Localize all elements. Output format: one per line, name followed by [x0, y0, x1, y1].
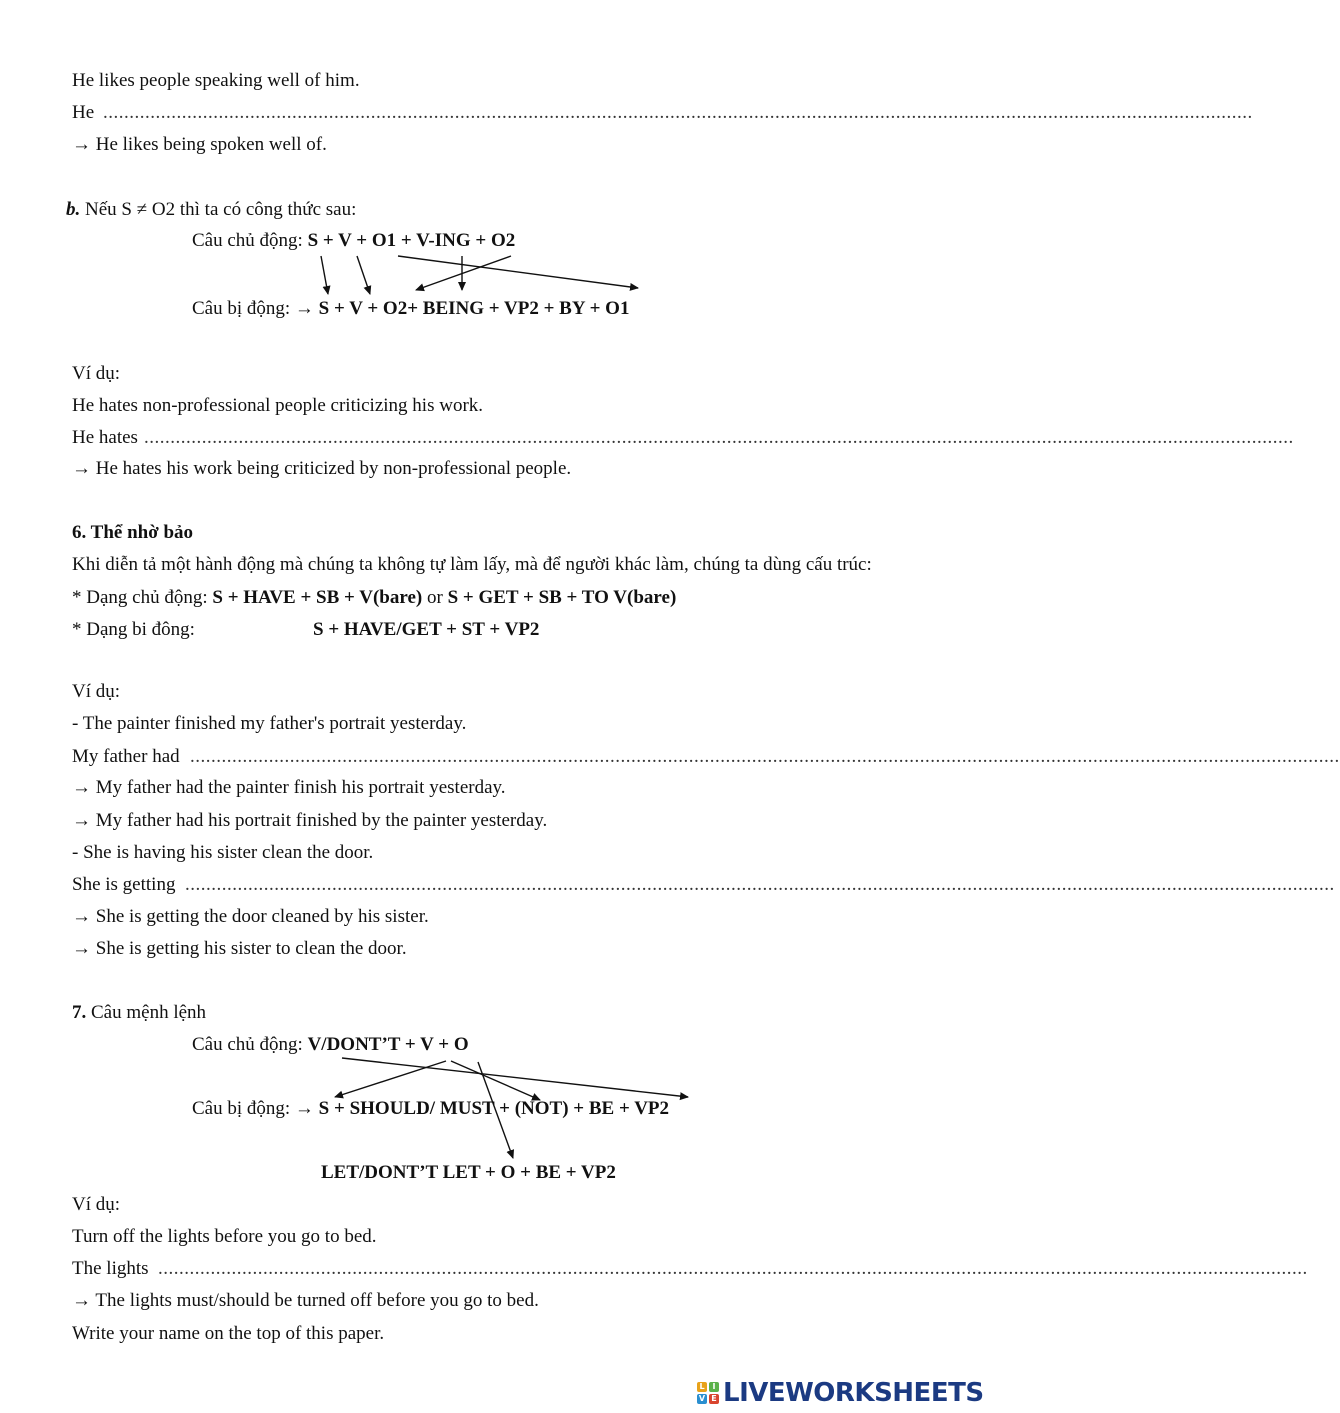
- example-sentence: - She is having his sister clean the door.: [72, 842, 374, 863]
- section-6-intro: Khi diễn tả một hành động mà chúng ta không tự làm lấy, mà để người khác làm, chúng ta dùng cấu trúc:: [72, 554, 872, 575]
- active-label: Câu chủ động:: [192, 1034, 308, 1055]
- active-form-label: * Dạng chủ động:: [72, 587, 213, 608]
- answer-text: → He likes being spoken well of.: [72, 134, 327, 155]
- logo-badge-letter: E: [709, 1394, 719, 1404]
- passive-form-formula: S + HAVE/GET + ST + VP2: [313, 619, 540, 640]
- active-formula: V/DONT’T + V + O: [307, 1034, 469, 1055]
- logo-badge-letter: I: [709, 1382, 719, 1392]
- answer-line: [72, 745, 180, 769]
- passive-label: Câu bị động: →: [192, 1098, 319, 1119]
- answer-text: → My father had his portrait finished by the painter yesterday.: [72, 810, 548, 831]
- answer-text: → My father had the painter finish his portrait yesterday.: [72, 777, 506, 798]
- passive-form-label: * Dạng bi đông:: [72, 619, 195, 640]
- answer-prefix: He hates: [72, 427, 138, 448]
- answer-text: → She is getting the door cleaned by his sister.: [72, 906, 429, 927]
- passive-label: Câu bị động: →: [192, 298, 319, 319]
- arrow: [321, 256, 328, 294]
- answer-prefix: My father had: [72, 746, 180, 767]
- section-7-label: Câu mệnh lệnh: [86, 1002, 207, 1023]
- active-form-formula-2: S + GET + SB + TO V(bare): [447, 587, 677, 608]
- answer-line: [72, 873, 175, 897]
- rule-letter: b.: [66, 199, 81, 220]
- logo-badge-letter: L: [697, 1382, 707, 1392]
- arrow: [335, 1061, 446, 1097]
- active-formula: S + V + O1 + V-ING + O2: [307, 230, 516, 251]
- example-heading: Ví dụ:: [72, 681, 121, 702]
- active-label: Câu chủ động:: [192, 230, 308, 251]
- answer-text: → The lights must/should be turned off before you go to bed.: [72, 1290, 539, 1311]
- arrow: [451, 1061, 540, 1100]
- passive-formula: S + V + O2+ BEING + VP2 + BY + O1: [318, 298, 630, 319]
- or-text: or: [422, 587, 448, 608]
- active-form-formula-1: S + HAVE + SB + V(bare): [212, 587, 423, 608]
- arrow: [357, 256, 370, 294]
- passive-formula-line: [192, 1097, 669, 1121]
- section-7-title: [72, 1001, 206, 1025]
- example-sentence: He hates non-professional people criticizing his work.: [72, 395, 484, 416]
- example-sentence: Turn off the lights before you go to bed.: [72, 1226, 377, 1247]
- active-form-line: [72, 586, 676, 610]
- passive-formula: S + SHOULD/ MUST + (NOT) + BE + VP2: [318, 1098, 670, 1119]
- example-sentence: Write your name on the top of this paper.: [72, 1323, 385, 1344]
- example-sentence: - The painter finished my father's portrait yesterday.: [72, 713, 467, 734]
- answer-prefix: He: [72, 102, 95, 123]
- answer-blank[interactable]: ...........................................................................................................................................................................................................................: [144, 427, 1294, 448]
- logo-badge: [697, 1382, 719, 1404]
- arrow: [342, 1058, 688, 1097]
- passive-formula-line: [192, 297, 629, 321]
- example-heading: Ví dụ:: [72, 363, 121, 384]
- answer-text: → She is getting his sister to clean the door.: [72, 938, 407, 959]
- arrow: [416, 256, 511, 290]
- let-formula: LET/DONT’T LET + O + BE + VP2: [321, 1162, 616, 1183]
- logo-text: LIVEWORKSHEETS: [723, 1378, 984, 1408]
- rule-text: Nếu S ≠ O2 thì ta có công thức sau:: [80, 199, 357, 220]
- section-6-title: 6. Thể nhờ bảo: [72, 522, 194, 543]
- answer-blank[interactable]: ...........................................................................................................................................................................................................................: [158, 1258, 1308, 1279]
- active-formula-line: [192, 229, 515, 253]
- answer-prefix: The lights: [72, 1258, 149, 1279]
- liveworksheets-logo[interactable]: [697, 1377, 984, 1409]
- example-sentence: He likes people speaking well of him.: [72, 70, 360, 91]
- rule-heading: [66, 198, 356, 222]
- answer-prefix: She is getting: [72, 874, 176, 895]
- active-formula-line: [192, 1033, 469, 1057]
- answer-blank[interactable]: ...........................................................................................................................................................................................................................: [103, 102, 1253, 123]
- answer-blank[interactable]: ...........................................................................................................................................................................................................................: [190, 746, 1340, 767]
- answer-line: [72, 1257, 149, 1281]
- answer-text: → He hates his work being criticized by non-professional people.: [72, 458, 572, 479]
- example-heading: Ví dụ:: [72, 1194, 121, 1215]
- arrow: [398, 256, 638, 288]
- answer-line: [72, 426, 138, 450]
- answer-line: [72, 101, 94, 125]
- section-7-number: 7.: [72, 1002, 87, 1023]
- logo-badge-letter: V: [698, 1394, 706, 1403]
- answer-blank[interactable]: ...........................................................................................................................................................................................................................: [185, 874, 1335, 895]
